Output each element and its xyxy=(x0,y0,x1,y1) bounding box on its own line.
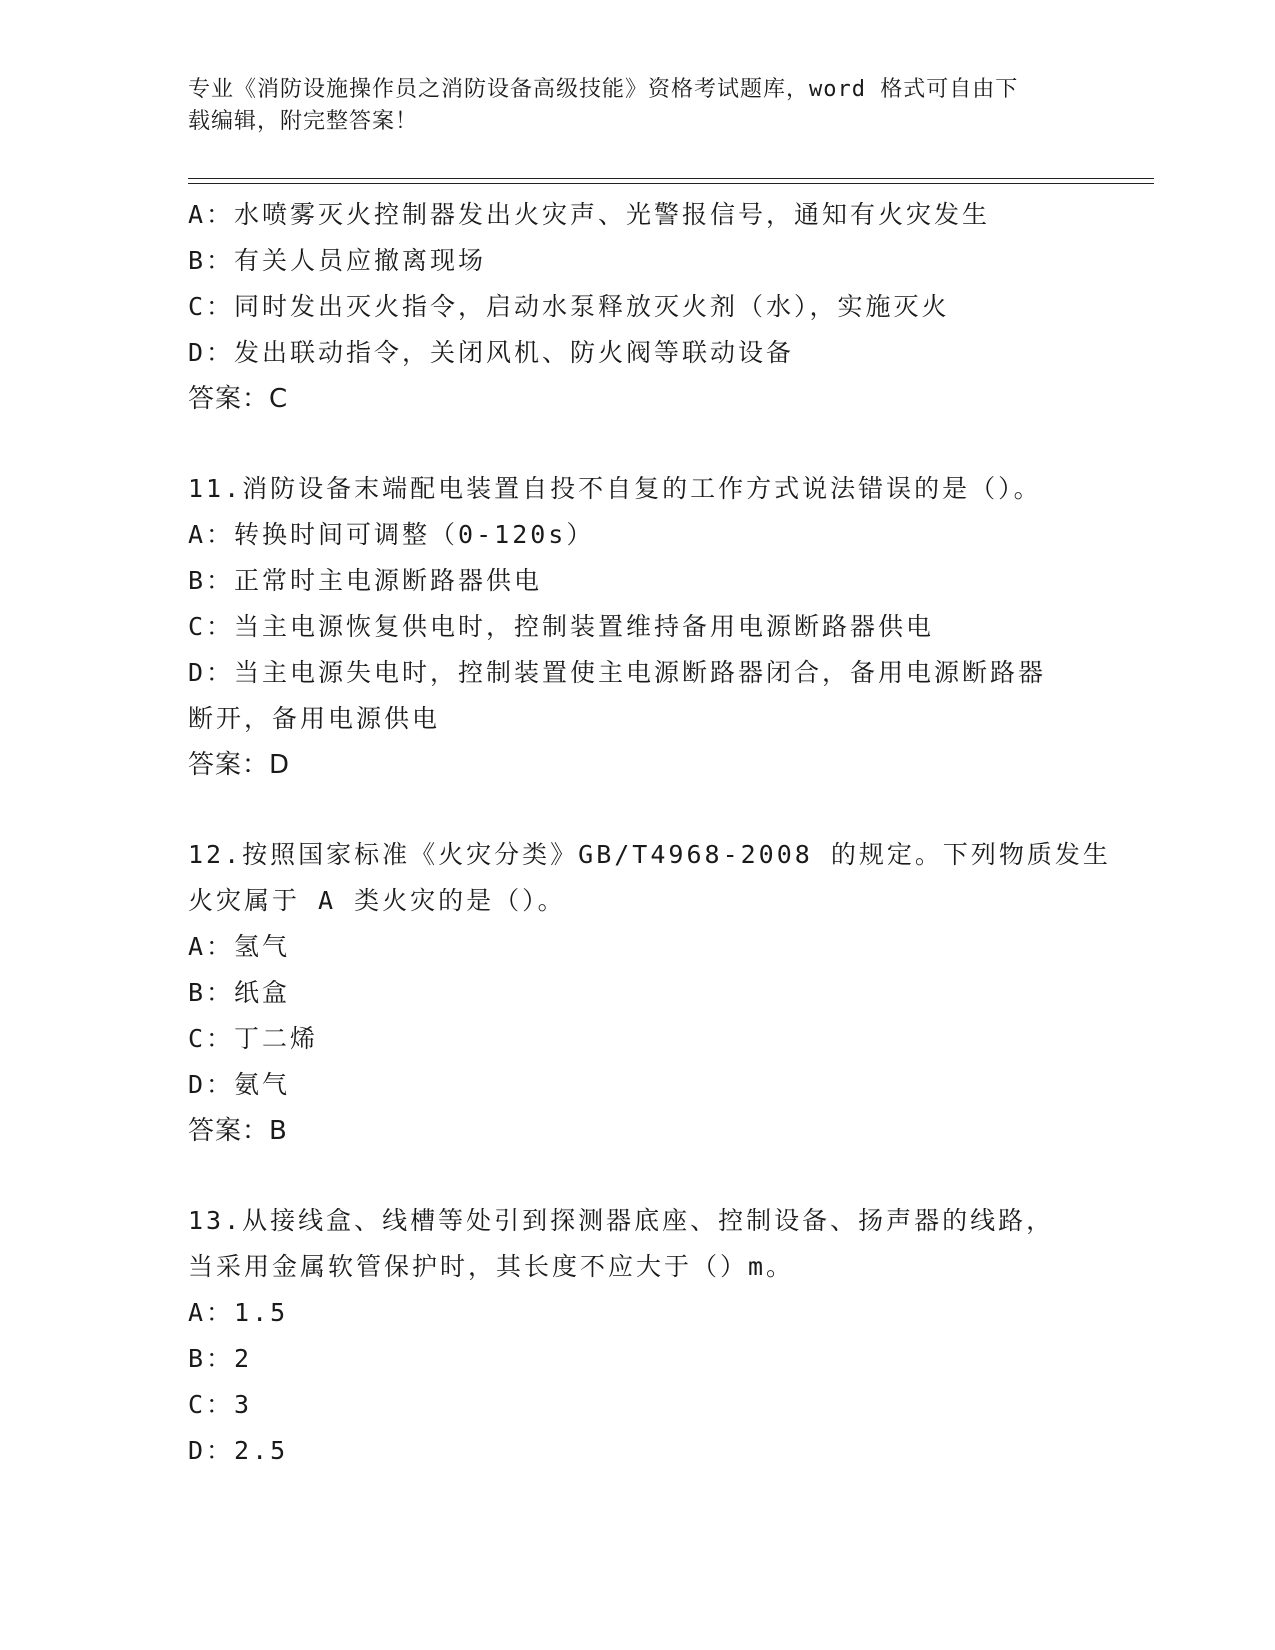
q13-option-d: D：2.5 xyxy=(188,1436,289,1465)
q11-option-d-line-1: D：当主电源失电时，控制装置使主电源断路器闭合，备用电源断路器 xyxy=(188,658,1047,687)
q12-option-d: D：氨气 xyxy=(188,1070,291,1099)
q10-option-a: A：水喷雾灭火控制器发出火灾声、光警报信号，通知有火灾发生 xyxy=(188,200,991,229)
q12-option-a: A：氢气 xyxy=(188,932,291,961)
q11-option-a: A：转换时间可调整（0-120s） xyxy=(188,520,595,549)
q11-option-d-line-2: 断开，备用电源供电 xyxy=(188,704,441,733)
question-13 xyxy=(188,1198,1088,1474)
header-divider-bottom xyxy=(188,183,1154,184)
q13-option-c: C：3 xyxy=(188,1390,253,1419)
spacer xyxy=(188,788,1088,832)
q12-stem-line-2: 火灾属于 A 类火灾的是（）。 xyxy=(188,886,566,915)
header-divider-top xyxy=(188,178,1154,179)
spacer xyxy=(188,1154,1088,1198)
header-line-1: 专业《消防设施操作员之消防设备高级技能》资格考试题库，word 格式可自由下 xyxy=(188,77,1019,102)
q12-stem-line-1: 12.按照国家标准《火灾分类》GB/T4968-2008 的规定。下列物质发生 xyxy=(188,840,1111,869)
q10-option-c: C：同时发出灭火指令，启动水泵释放灭火剂（水），实施灭火 xyxy=(188,292,950,321)
q11-stem: 11.消防设备末端配电装置自投不自复的工作方式说法错误的是（）。 xyxy=(188,474,1042,503)
q11-option-c: C：当主电源恢复供电时，控制装置维持备用电源断路器供电 xyxy=(188,612,935,641)
q13-option-b: B：2 xyxy=(188,1344,253,1373)
q11-answer: 答案：D xyxy=(188,750,291,780)
q12-option-c: C：丁二烯 xyxy=(188,1024,319,1053)
q12-option-b: B：纸盒 xyxy=(188,978,291,1007)
q13-stem-line-2: 当采用金属软管保护时，其长度不应大于（）m。 xyxy=(188,1252,795,1281)
q13-stem-line-1: 13.从接线盒、线槽等处引到探测器底座、控制设备、扬声器的线路， xyxy=(188,1206,1055,1235)
q10-answer: 答案：C xyxy=(188,384,289,414)
q10-option-d: D：发出联动指令，关闭风机、防火阀等联动设备 xyxy=(188,338,795,367)
question-list xyxy=(188,192,1111,1474)
q13-option-a: A：1.5 xyxy=(188,1298,289,1327)
q12-answer: 答案：B xyxy=(188,1116,288,1146)
question-12 xyxy=(188,832,1111,1154)
document-header xyxy=(188,74,1088,138)
header-line-2: 载编辑，附完整答案！ xyxy=(188,109,419,134)
spacer xyxy=(188,422,1088,466)
question-10 xyxy=(188,192,1088,422)
q10-option-b: B：有关人员应撤离现场 xyxy=(188,246,487,275)
question-11 xyxy=(188,466,1088,788)
q11-option-b: B：正常时主电源断路器供电 xyxy=(188,566,543,595)
